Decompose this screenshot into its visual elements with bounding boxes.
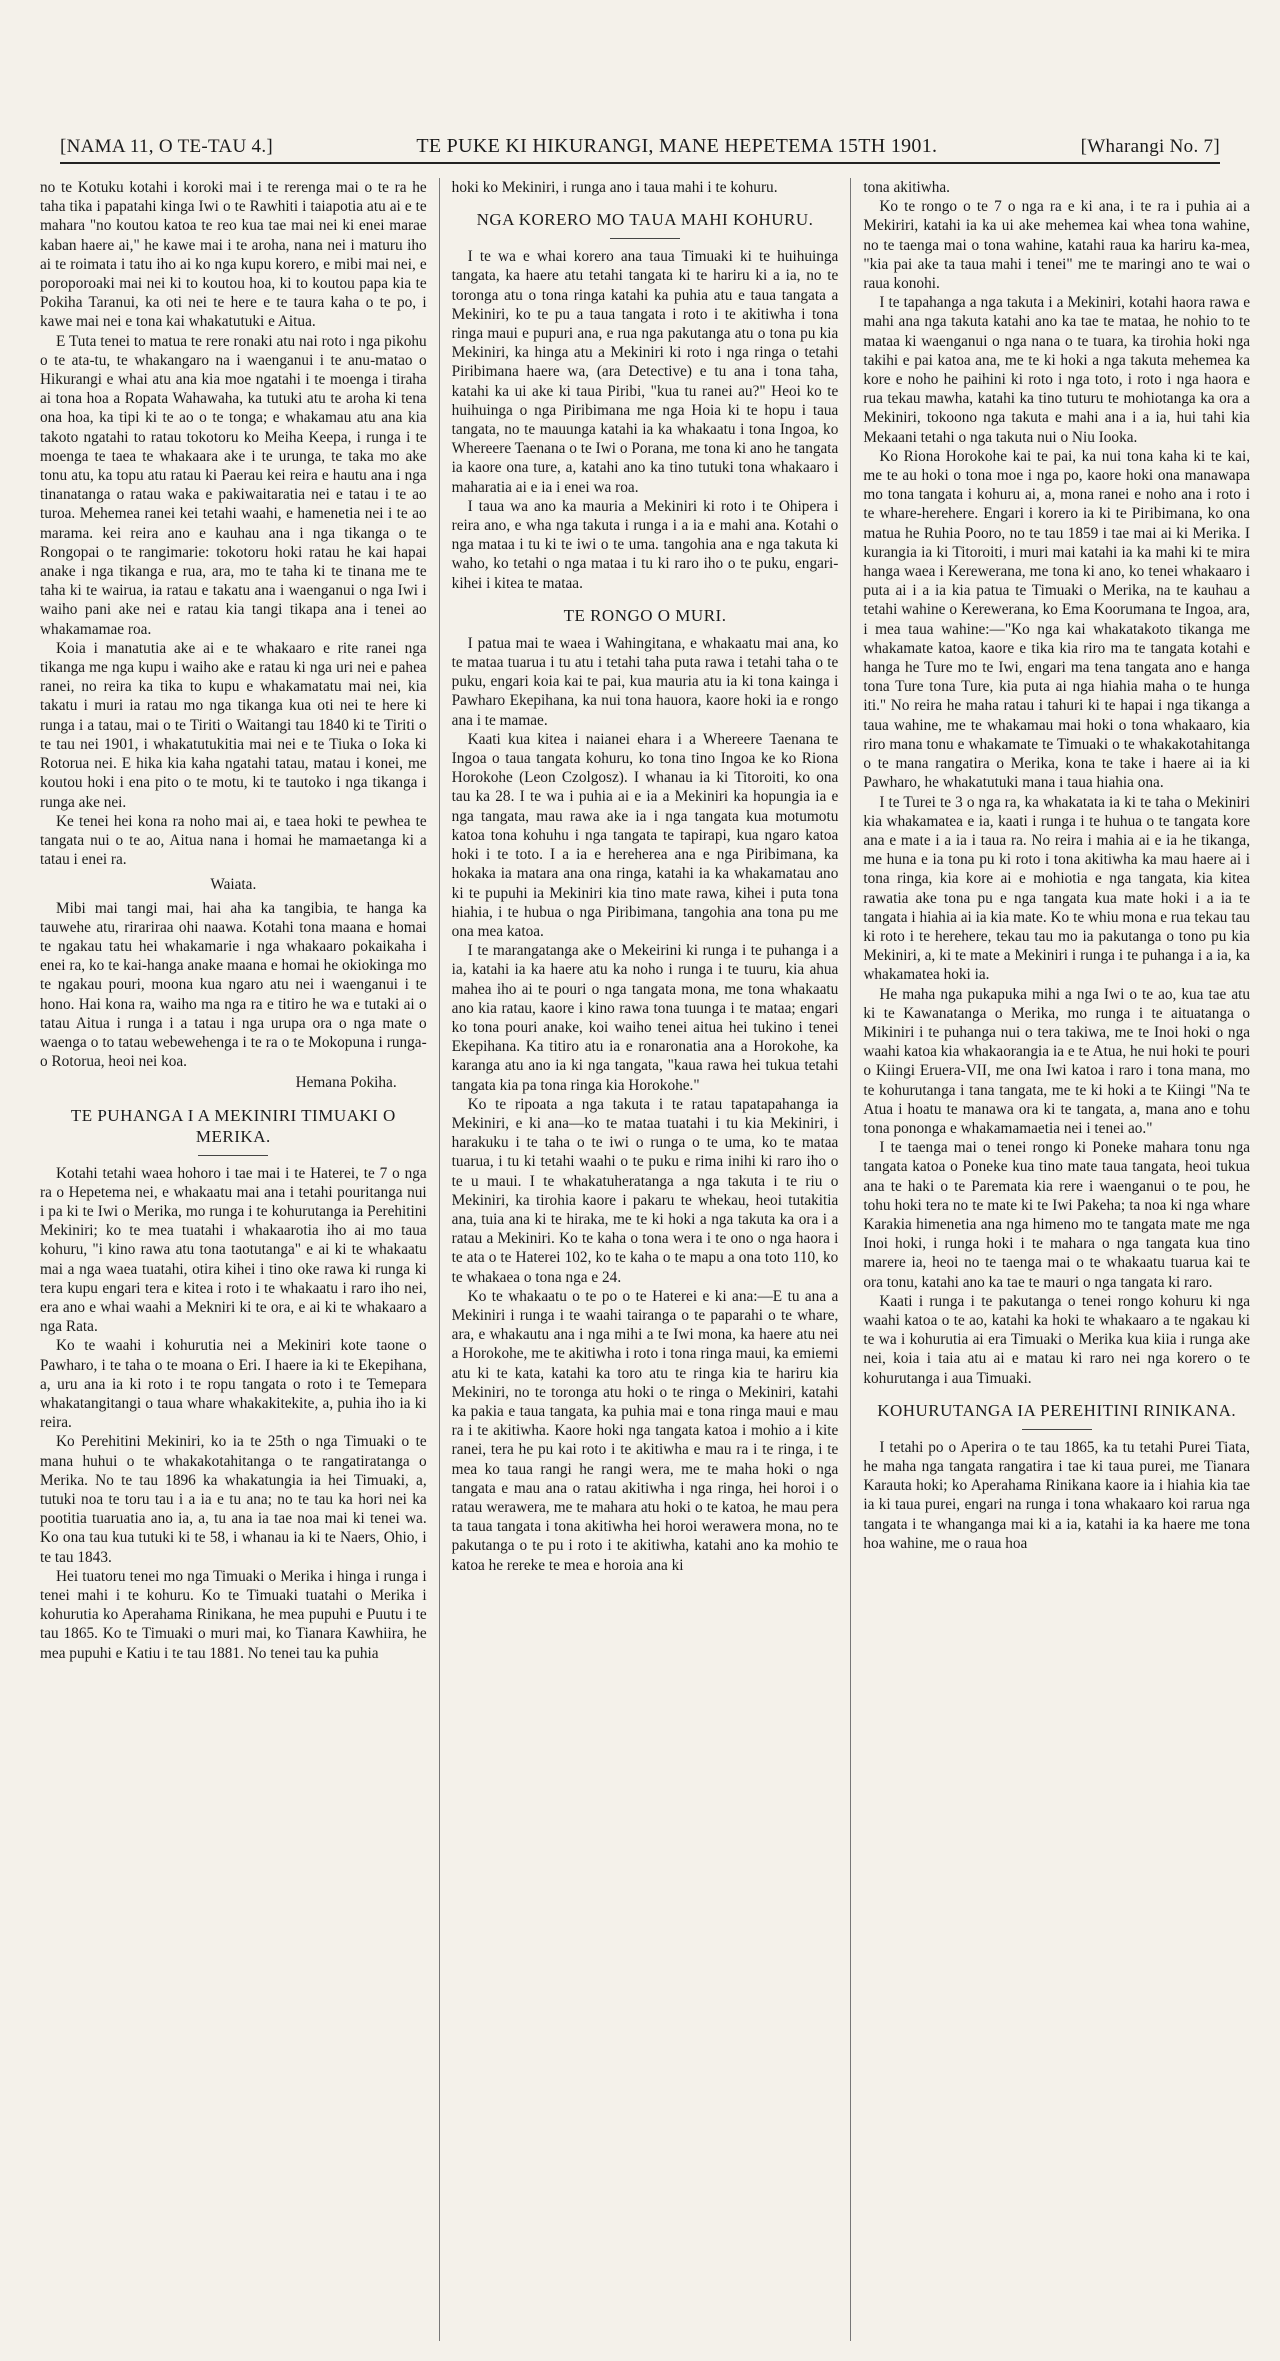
paragraph: I te taenga mai o tenei rongo ki Poneke mahara tonu nga tangata katoa o Poneke kua tino mate taua tangata, heoi tukua ana te haki o te Paremata kia rere i waenganui o te pou, he tohu hoki tera no te mate ki te Iwi Pakeha; ta noa ki nga whare Karakia himenetia ana nga himeno mo te tangata mate me nga Inoi hoki, i runga hoki i te mahara o nga tangata kua tino marere ia, heoi no te taenga mai o te whakaatu tuarua kai te ora tonu, katahi ano ka tae te mauri o nga tangata ki raro. <box>863 1139 1251 1291</box>
column-2 <box>439 178 851 2341</box>
poem-title: Waiata. <box>210 876 257 894</box>
paragraph: Kaati kua kitea i naianei ehara i a Whereere Taenana te Ingoa o taua tangata kohuru, ko tona tino Ingoa ke ko Riona Horokohe (Leon Czolgosz). I whanau ia ki Titoroiti, ko ona tau ka 28. I te wa i puhia ai e ia a Mekiniri ka hopungia ia e nga tangata, mau rawa ake ia i nga tangata kua motumotu katoa tona kohuhu i nga tangata te tapirapi, kua ngaro katoa hoki i te toto. I a ia e hereherea ana e nga Piribimana, ka hokaka ia matara ana ona ringa, katahi ia ka whakamatau ano ki te pupuhi ia Mekiniri kia tino mate rawa, kihei i puta tona hiahia, i te hubua o nga Piribimana, tangohia ana tona pu me ona mea katoa. <box>451 730 839 940</box>
article-heading: NGA KORERO MO TAUA MAHI KOHURU. <box>476 210 814 230</box>
paragraph: Hei tuatoru tenei mo nga Timuaki o Merika i hinga i runga i tenei mahi i te kohuru. Ko te Timuaki tuatahi o Merika i kohurutia ko Aperahama Rinikana, he mea pupuhi e Puutu i te tau 1865. Ko te Timuaki o muri mai, ko Tianara Kawhiira, he mea pupuhi e Katiu i te tau 1881. No tenei tau ka puhia <box>40 1567 427 1662</box>
paragraph: He maha nga pukapuka mihi a nga Iwi o te ao, kua tae atu ki te Kawanatanga o Merika, mo runga i te aituatanga o Mikiniri i te puhanga nui o tera takiwa, me te Inoi hoki o nga waahi katoa kia whakaorangia ia e te Atua, he nui hoki te pouri o Kiingi Eruera-VII, me ona Iwi katoa i raro i tona mana, mo te kohurutanga i tana tangata, me te ki hoki a te Kiingi "Na te Atua i hoatu te manawa ora ki te tangata, a, mana ano e tohu tona pononga e whakamamaetia nei i tenei ao." <box>863 985 1251 1137</box>
paragraph: Kaati i runga i te pakutanga o tenei rongo kohuru ki nga waahi katoa o te ao, katahi ka hoki te whakaaro a te ngakau ki te wa i kohurutia ai era Timuaki o Merika kua kiia i runga ake nei, koia i taia atu ai e matau ki raro nei nga korero o te kohurutanga i aua Timuaki. <box>863 1292 1251 1387</box>
masthead <box>60 128 1220 164</box>
paragraph: Ko te waahi i kohurutia nei a Mekiniri kote taone o Pawharo, i te taha o te moana o Eri. I haere ia ki te Ekepihana, a, uru ana ia ki roto i te ropu tangata o roto i te Temepara whakatangitangi o taua whare whakakitekite, a, puhia iho ia ki reira. <box>40 1337 427 1432</box>
paragraph: Koia i manatutia ake ai e te whakaaro e rite ranei nga tikanga me nga kupu i waiho ake e ratau ki nga uri nei e pahea ranei, no reira ka tika to kupu e whakamatatu mai nei, kia takatu i muri ia ratau mo nga tikanga kua oti nei te here ki runga i a tatau, mai o te Tiriti o Waitangi tau 1840 ki te Tiriti o te tau nei 1901, i whakatutukitia mai nei e te Tiuka o Ioka ki Rotorua nei. E hika kia kaha ngatahi tatau, matau i konei, me koutou hoki i ena pito o te motu, ki te tautoko i nga tikanga i runga ake nei. <box>40 639 427 811</box>
paragraph: Ko te whakaatu o te po o te Haterei e ki ana:—E tu ana a Mekiniri i runga i te waahi tairanga o te paparahi o te whare, ara, e whakautu ana i nga mihi a te Iwi mona, ka haere atu nei a Horokohe, me te akitiwha i roto i tona ringa maui, ka emiemi atu ki te kata, katahi ka toro atu te ringa kia te hariru kia Mekiniri, no te toronga atu hoki o te ringa o Mekiniri, katahi ka pakia e taua tangata, ka puhia mai e tona ringa maui e mau ra i te akitiwha. Kaore hoki nga tangata katoa i mohio a i kite ranei, tera he pu kai roto i te akitiwha e mau ra i te ringa, i te mea ko taua rangi he rangi wera, me te maha hoki o nga tangata e mau ana o ratau akitiwha i nga ringa, hei horoi i o ratau werawera, me te mahara atu hoki o te katoa, he mau pera ta taua tangata i tona akitiwha hei horoi werawera mona, no te pakutanga o te pu i roto i te akitiwha, katahi ano ka mohio te katoa he rereke te mea e horoia ana ki <box>451 1287 839 1574</box>
paragraph: I patua mai te waea i Wahingitana, e whakaatu mai ana, ko te mataa tuarua i tu atu i tetahi taha puta rawa i tetahi taha o te puku, engari koia kai te pai, kua mauria atu ia ki tona kainga i Pawharo Ekepihana, ka nui tona hauora, kaore hoki ia e rongo ana i te mamae. <box>451 634 839 729</box>
column-3 <box>850 178 1262 2341</box>
issue-number: [NAMA 11, O TE-TAU 4.] <box>60 136 274 157</box>
paragraph: tona akitiwha. <box>863 179 951 196</box>
paragraph: I te wa e whai korero ana taua Timuaki ki te huihuinga tangata, ka haere atu tetahi tangata ki te hariru ki a ia, no te toronga atu o tona ringa katahi ka puhia atu e taua tangata a Mekiniri, ko te pu a taua tangata i roto i te akitiwha i tona ringa maui e pupuri ana, e rua nga pakutanga atu o tona pu kia Mekiniri, ka hinga atu a Mekiniri ki roto i nga ringa o tetahi Piribimana haere wa, (ara Detective) e tu ana i tona taha, katahi ka ui ake ki taua Piribi, "kua tu ranei au?" Heoi ko te huihuinga o nga Piribimana me nga Hoia ki te hopu i taua tangata, no te mauunga katahi ia ka whakaatu i tona Ingoa, ko Whereere Taenana o te Iwi o Porana, me tona ki ano he tangata ia kaore ona ture, a, katahi ano ka tino tutuki tona whakaaro i maharatia ai e ia i enei wa roa. <box>451 248 839 496</box>
paragraph: I te marangatanga ake o Mekeirini ki runga i te puhanga i a ia, katahi ia ka haere atu ka noho i runga i te tuuru, kia ahua mahea iho ai te pouri o nga tangata mona, me tona whakaatu ano kia ratau, kaore i kino rawa tona tuunga i te mataa; engari ko tona pouri anake, koi waiho tenei aitua hei tukino i tenei Ekepihana. Ka titiro atu ia e ronaronatia ana a Horokohe, ka karanga atu ano ia ki nga tangata, "kaua rawa hei tukua tetahi tangata kia pa tona ringa kia Horokohe." <box>451 942 839 1094</box>
page-number: [Wharangi No. 7] <box>1080 136 1220 157</box>
paragraph: I taua wa ano ka mauria a Mekiniri ki roto i te Ohipera i reira ano, e wha nga takuta i runga i a ia e mahi ana. Kotahi o nga mataa i tu ki te iwi o te uma. tangohia ana e nga takuta ki waho, ko tetahi o nga mataa i tu ki raro iho o te puku, engari-kihei i kitea te mataa. <box>451 497 839 592</box>
paragraph: I te Turei te 3 o nga ra, ka whakatata ia ki te taha o Mekiniri kia whakamatea e ia, kaati i runga i te huhua o te tangata kore ana e mate i a ia i taua ra. No reira i mahia ai e ia he tikanga, me huna e ia tona pu ki roto i tona akitiwha ka mau haere ai i tona ringa, kia kore ai e mohiotia e nga tangata, kia kitea rawatia ake tona pu e nga tangata kua mate hoki i a ia te tangata i hiahia ai ia kia mate. Ko te whiu mona e rua tekau tau ki roto i te herehere, tekau tau mo ia pakutanga o tono pu kia Mekiniri, a, ki te mate a Mekiniri i runga i te puhanga i a ia, ka whakamatea hoki ia. <box>863 793 1251 984</box>
article-heading: KOHURUTANGA IA PEREHITINI RINIKANA. <box>877 1400 1237 1420</box>
heading-rule <box>610 238 680 239</box>
paragraph: Ke tenei hei kona ra noho mai ai, e taea hoki te pewhea te tangata nui o te ao, Aitua nana i homai he mamaetanga ki a tatau i enei ra. <box>40 812 427 869</box>
poem-text: Mibi mai tangi mai, hai aha ka tangibia, te hanga ka tauwehe atu, rirariraa ohi naawa. Kotahi tona maana e homai te ngakau tatu hei whakamarie i nga whakaaro pokaikaha i enei ra, ko te kai-hanga anake maana e homai he okiokinga mo te ngakau pouri, moona kua ngaro atu nei i waenganui i te hono. Hai kona ra, waiho ma nga ra e titiro he wa e tutaki ai o tatau Aitua i runga i a tatau i nga urupa ora o nga mate o waenga o to tatau webewehenga i te ra o te Mokopuna i runga-o Rotorua, heoi nei koa. <box>40 899 427 1071</box>
author-signature: Hemana Pokiha. <box>295 1074 397 1092</box>
paragraph: E Tuta tenei to matua te rere ronaki atu nai roto i nga pikohu o te ata-tu, te whakangaro na i waenganui i te anu-matao o Hikurangi e whai atu ana kia moe ngatahi i te moenga i tiraha ai tona hoa a Ropata Wahawaha, ka tutuki atu te aroha ki tena ona hoa, ka tipi ki te ao o te tonga; e whakamau atu ana kia takoto ngatahi to ratau tokotoru ko Meiha Keepa, i runga i te moenga te taea te whakaara ake i te urunga, te taka mo ake tonu atu, ka topu atu ratau ki Paerau kei reira e hautu ana i nga tinanatanga o ratau waka e pakiwaitaratia nei e tatau i te ao turoa. Mehemea ranei kei tetahi waahi, e hamenetia nei i te ao marama. kei reira ano e kauhau ana i nga tikanga o te Rongopai o te rangimarie: tokotoru hoki ratau he kai hapai anake i nga tikanga e rua, ara, mo te taha ki te tinana me te taha ki te wairua, ia ratau e takatu ana i waenganui o nga Iwi i waiho pani ake nei e ratau kia tangi tikapa ana i tenei ao whakamamae roa. <box>40 332 427 638</box>
paragraph: Ko te rongo o te 7 o nga ra e ki ana, i te ra i puhia ai a Mekiriri, katahi ia ka ui ake mehemea kai whea tona wahine, no te taenga mai o tona wahine, katahi raua ka hariru ka-mea, "kia pai ake ta taua mahi i tenei" me te maringi ano te wai o raua konohi. <box>863 198 1251 293</box>
paragraph: no te Kotuku kotahi i koroki mai i te rerenga mai o te ra he taha tika i papatahi kinga Iwi o te Rawhiti i taiapotia atu ai e te mahara "no koutou katoa te reo kua tae mai nei ki enei marae kaban haere ai," he kawe mai i te aroha, nana nei i maturu iho ai te roimata i tatu iho ai ko nga kupu korero, e mibi mai nei, e poroporoaki mai nei ki to koutou hoa, ki to koutou papa kia te Pokiha Taranui, ka oti nei te here e te taura kaha o te po, i kawe mai nei e tona kai whakatutuki e Aitua. <box>40 179 427 331</box>
heading-rule <box>1022 1429 1092 1430</box>
column-1 <box>28 178 439 2341</box>
paragraph: hoki ko Mekiniri, i runga ano i taua mahi i te kohuru. <box>451 179 778 196</box>
article-heading: TE RONGO O MURI. <box>563 605 727 625</box>
paragraph: Ko Riona Horokohe kai te pai, ka nui tona kaha ki te kai, me te au hoki o tona moe i nga po, kaore hoki ona manawapa mo tona tangata i kohuru ai, a, mona ranei e noho ana i roto i te whare-herehere. Engari i korero ia ki te Piribimana, ko ona matua he Ruhia Pooro, no te tau 1859 i tae mai ai ki Merika. I kurangia ia ki Titoroiti, i muri mai katahi ia ka mahi ki te mira hanga waea i Kerewerana, me tona ki ano, ko tenei whakaaro i puta ai i a ia kia patua te Timuaki o Merika, na te kauhau a tetahi wahine o Kerewerana, ko Ema Koorumana te Ingoa, ara, i mea taua wahine:—"Ko nga kai whakatakoto tikanga me whakamate katoa, kaore e tika kia riro ma te tangata kotahi e hanga he Ture mo te Iwi, engari ma tena tangata ano e hanga tona Ture tona Ture, kia puta ai nga hiahia maha o te hunga iti." No reira he maha ratau i tahuri ki te hapai i nga tikanga a taua wahine, me te whakamau mai hoki o tona whakaaro, kia riro mana tonu e whakamate te Timuaki o te whakakotahitanga o te mana rangatira o Merika, kona te take i haere ai ia ki Pawharo, he whakatutuki mana i taua hiahia ona. <box>863 447 1251 792</box>
text-columns <box>28 178 1262 2341</box>
paragraph: Ko Perehitini Mekiniri, ko ia te 25th o nga Timuaki o te mana huhui o te whakakotahitanga o te rangatiratanga o Merika. No te tau 1896 ka whakatungia ia hei Timuaki, a, tutuki noa te toru tau i a ia e tu ana; no te tau ka hori nei ka pootitia tuaruatia ano ia, a, tu ana ia tae noa mai ki tenei wa. Ko ona tau kua tutuki ki te 58, i whanau ia ki te Naers, Ohio, i te tau 1843. <box>40 1433 427 1566</box>
paragraph: I te tapahanga a nga takuta i a Mekiniri, kotahi haora rawa e mahi ana nga takuta katahi ano ka tae te mataa, he nohio to te mataa ki waenganui o nga nana o te tuara, ka tirohia hoki nga takihi e pai katoa ana, me te ki hoki a nga takuta mehemea ka kore e noho he paihini ki roto i nga toto, i roto i nga haora e rua tekau mawha, katahi ka tino tuturu te mohiotanga ka ora a Mekiniri, tokoono nga takuta e mahi ana i a ia, hui tahi kia Mekaani tetahi o nga takuta nui o Niu Iooka. <box>863 294 1251 446</box>
paragraph: I tetahi po o Aperira o te tau 1865, ka tu tetahi Purei Tiata, he maha nga tangata rangatira i tae ki taua purei, me Tianara Karauta hoki; ko Aperahama Rinikana kaore ia i hiahia kia tae ia ki taua purei, engari na runga i tona whakaaro koi rarua nga tangata i te whanganga mai ki a ia, katahi ia ka haere me tona hoa wahine, me o raua hoa <box>863 1438 1251 1552</box>
heading-rule <box>198 1155 268 1156</box>
newspaper-title-date: TE PUKE KI HIKURANGI, MANE HEPETEMA 15TH 1901. <box>416 135 938 157</box>
paragraph: Kotahi tetahi waea hohoro i tae mai i te Haterei, te 7 o nga ra o Hepetema nei, e whakaatu mai ana i tetahi pouritanga nui i pa ki te Iwi o Merika, mo runga i te kohurutanga ia Perehitini Mekiniri; ko te mea tuatahi i whakaarotia iho ai mo taua kohuru, "i kino rawa atu tona taotutanga" e ai ki te whakaatu mai a nga waea tuatahi, otira kihei i tino oke rawa ki runga ki tera kupu engari tera e kitea i roto i te whakaatu i raro iho nei, era ano e whai waahi a Mekniri ki te ora, e ai ki te whakaaro a nga Rata. <box>40 1164 427 1336</box>
paragraph: Ko te ripoata a nga takuta i te ratau tapatapahanga ia Mekiniri, e ki ana—ko te mataa tuatahi i tu kia Mekiniri, i harakuku i te taha o te iwi o runga o te uma, ko te mataa tuarua, i tu ki tetahi waahi o te puku e rima inihi ki raro iho o te u maui. I te whakatuheratanga a nga takuta i te riu o Mekiniri, ka tirohia kaore i pakaru te whekau, heoi tutakitia ana, tuia ana ki te hiraka, me te ki hoki a nga takuta ka ora i a ratau a Mekiniri. Ko te kaha o tona wera i te ono o nga haora i te ata o te Haterei 102, ko te kaha o te mapu a ona toto 110, ko te whakaea o tona nga e 24. <box>451 1095 839 1286</box>
article-heading: TE PUHANGA I A MEKINIRI TIMUAKI O MERIKA. <box>70 1105 396 1146</box>
